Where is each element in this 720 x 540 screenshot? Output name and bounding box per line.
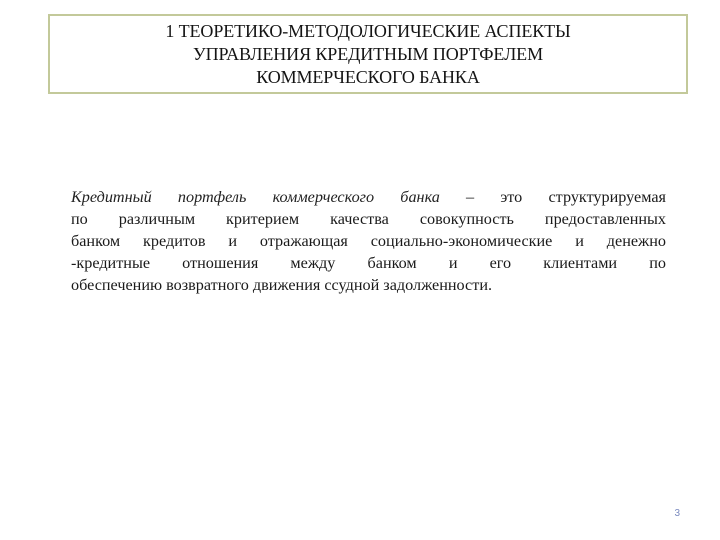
title-line-3: КОММЕРЧЕСКОГО БАНКА <box>256 67 480 87</box>
title-line-1: 1 ТЕОРЕТИКО-МЕТОДОЛОГИЧЕСКИЕ АСПЕКТЫ <box>165 21 571 41</box>
definition-line-5: обеспечению возвратного движения ссудной задолженности. <box>71 276 493 294</box>
title-line-2: УПРАВЛЕНИЯ КРЕДИТНЫМ ПОРТФЕЛЕМ <box>193 44 543 64</box>
page-number: 3 <box>674 508 680 519</box>
definition-line-1 <box>71 186 666 208</box>
defined-term: Кредитный портфель коммерческого банка <box>71 188 440 206</box>
definition-line-2: по различным критерием качества совокупность предоставленных <box>71 210 666 228</box>
definition-paragraph <box>71 186 666 296</box>
slide-title-box <box>48 14 688 94</box>
definition-line-3: банком кредитов и отражающая социально-экономические и денежно <box>71 232 666 250</box>
definition-line-1-rest: – это структурируемая <box>439 188 666 206</box>
definition-line-4: -кредитные отношения между банком и его клиентами по <box>71 254 666 272</box>
